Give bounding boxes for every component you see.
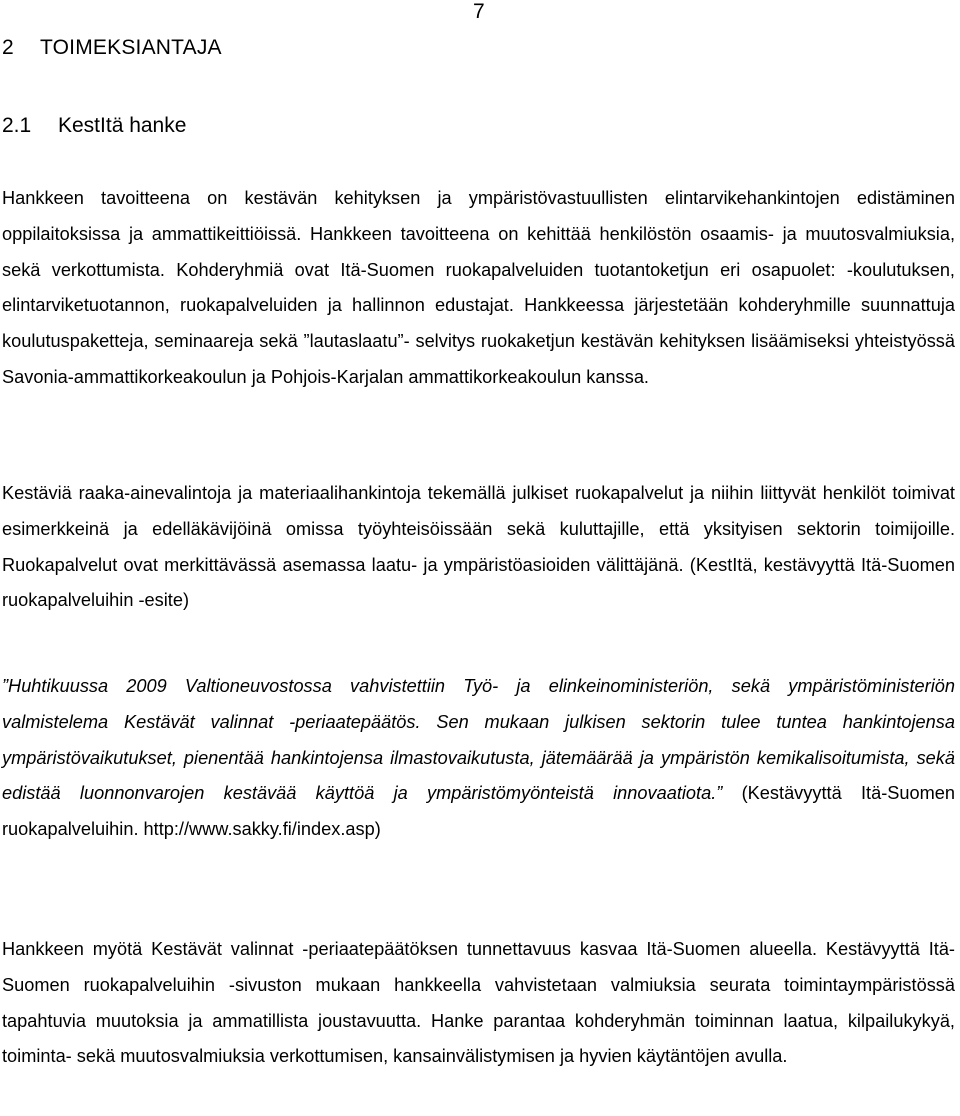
quote-text: ”Huhtikuussa 2009 Valtioneuvostossa vahvistettiin Työ- ja elinkeinoministeriön, sekä ympäristöministeriön valmistelema Kestävät valinnat -periaatepäätös. Sen mukaan julkisen sektorin tulee tuntea hankintojensa ympäristövaikutukset, pienentää hankintojensa ilmastovaikutusta, jätemäärää ja ympäristön kemikalisoitumista, sekä edistää luonnonvarojen kestävää käyttöä ja ympäristömyönteistä innovaatiota.” bbox=[2, 676, 955, 804]
quote-reference: (Kestävyyttä Itä-Suomen ruokapalveluihin. http://www.sakky.fi/index.asp) bbox=[2, 783, 955, 840]
page-number: 7 bbox=[473, 0, 485, 23]
paragraph-outcomes: Hankkeen myötä Kestävät valinnat -periaatepäätöksen tunnettavuus kasvaa Itä-Suomen alueella. Kestävyyttä Itä-Suomen ruokapalveluihin -sivuston mukaan hankkeella vahvistetaan valmiuksia seurata toimintaympäristössä tapahtuvia muutoksia ja ammatillista joustavuutta. Hanke parantaa kohderyhmän toiminnan laatua, kilpailukykyä, toiminta- sekä muutosvalmiuksia verkottumisen, kansainvälistymisen ja hyvien käytäntöjen avulla. bbox=[2, 939, 955, 1067]
section-heading bbox=[2, 113, 186, 139]
chapter-title: TOIMEKSIANTAJA bbox=[40, 36, 222, 59]
paragraph-sustainable-choices: Kestäviä raaka-ainevalintoja ja materiaalihankintoja tekemällä julkiset ruokapalvelut ja niihin liittyvät henkilöt toimivat esimerkkeinä ja edelläkävijöinä omissa työyhteisöissään sekä kuluttajille, että yksityisen sektorin toimijoille. Ruokapalvelut ovat merkittävässä asemassa laatu- ja ympäristöasioiden välittäjänä. (KestItä, kestävyyttä Itä-Suomen ruokapalveluihin -esite) bbox=[2, 483, 955, 611]
section-number: 2.1 bbox=[2, 114, 32, 137]
section-title: KestItä hanke bbox=[58, 114, 187, 137]
chapter-heading bbox=[2, 35, 222, 61]
paragraph-project-goals: Hankkeen tavoitteena on kestävän kehityksen ja ympäristövastuullisten elintarvikehankintojen edistäminen oppilaitoksissa ja ammattikeittiöissä. Hankkeen tavoitteena on kehittää henkilöstön osaamis- ja muutosvalmiuksia, sekä verkottumista. Kohderyhmiä ovat Itä-Suomen ruokapalveluiden tuotantoketjun eri osapuolet: -koulutuksen, elintarviketuotannon, ruokapalveluiden ja hallinnon edustajat. Hankkeessa järjestetään kohderyhmille suunnattuja koulutuspaketteja, seminaareja sekä ”lautaslaatu”- selvitys ruokaketjun kestävän kehityksen lisäämiseksi yhteistyössä Savonia-ammattikorkeakoulun ja Pohjois-Karjalan ammattikorkeakoulun kanssa. bbox=[2, 188, 955, 387]
chapter-number: 2 bbox=[2, 36, 14, 59]
paragraph-quote bbox=[2, 669, 955, 848]
